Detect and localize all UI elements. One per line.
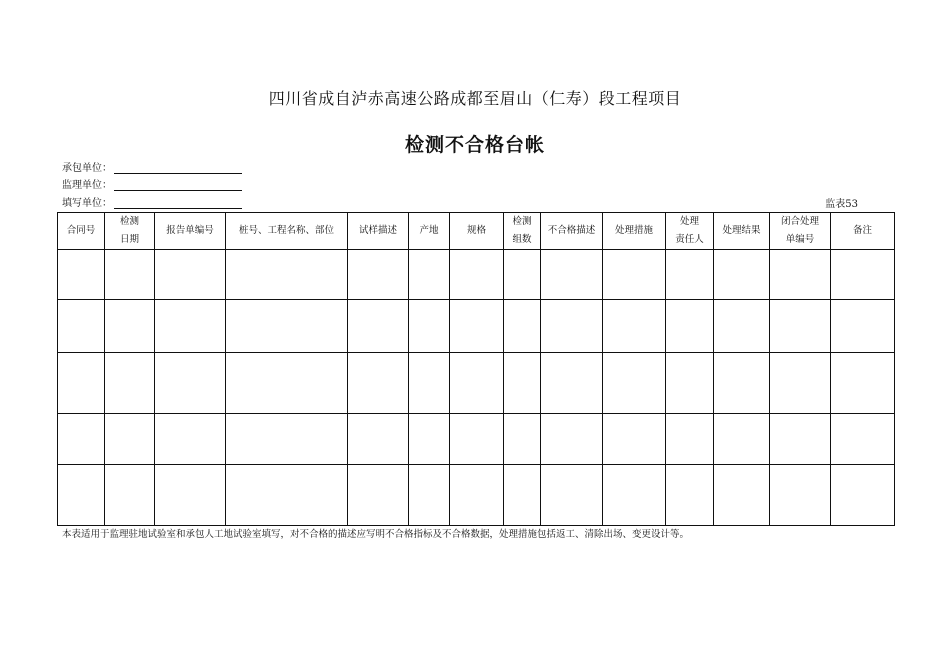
table-cell[interactable] xyxy=(450,465,504,526)
header-row xyxy=(58,213,895,250)
table-cell[interactable] xyxy=(603,300,666,353)
table-cell[interactable] xyxy=(226,300,348,353)
table-cell[interactable] xyxy=(226,465,348,526)
col-test-groups: 检测 组数 xyxy=(504,213,541,250)
supervisor-input-line[interactable] xyxy=(114,190,242,191)
table-cell[interactable] xyxy=(603,465,666,526)
col-spec: 规格 xyxy=(450,213,504,250)
table-cell[interactable] xyxy=(714,250,770,300)
col-report-no: 报告单编号 xyxy=(155,213,226,250)
table-cell[interactable] xyxy=(226,353,348,414)
table-row xyxy=(58,250,895,300)
filler-label: 填写单位： xyxy=(62,198,112,209)
table-cell[interactable] xyxy=(831,465,895,526)
nonconformance-ledger-table xyxy=(57,212,895,526)
table-cell[interactable] xyxy=(105,300,155,353)
table-cell[interactable] xyxy=(105,414,155,465)
table-cell[interactable] xyxy=(348,414,409,465)
filler-field[interactable] xyxy=(62,197,112,211)
table-cell[interactable] xyxy=(155,465,226,526)
table-cell[interactable] xyxy=(666,300,714,353)
table-cell[interactable] xyxy=(666,250,714,300)
table-cell[interactable] xyxy=(831,414,895,465)
table-cell[interactable] xyxy=(541,465,603,526)
table-cell[interactable] xyxy=(155,414,226,465)
table-cell[interactable] xyxy=(105,465,155,526)
col-station-name-part: 桩号、工程名称、部位 xyxy=(226,213,348,250)
table-cell[interactable] xyxy=(666,465,714,526)
table-cell[interactable] xyxy=(450,353,504,414)
table-cell[interactable] xyxy=(450,300,504,353)
table-cell[interactable] xyxy=(504,353,541,414)
table-cell[interactable] xyxy=(105,250,155,300)
table-cell[interactable] xyxy=(714,465,770,526)
table-cell[interactable] xyxy=(831,300,895,353)
table-cell[interactable] xyxy=(504,414,541,465)
project-title: 四川省成自泸赤高速公路成都至眉山（仁寿）段工程项目 xyxy=(268,89,682,108)
table-cell[interactable] xyxy=(58,353,105,414)
table-cell[interactable] xyxy=(831,250,895,300)
table-cell[interactable] xyxy=(714,300,770,353)
table-cell[interactable] xyxy=(155,353,226,414)
table-cell[interactable] xyxy=(409,353,450,414)
filler-input-line[interactable] xyxy=(114,208,242,209)
table-cell[interactable] xyxy=(348,250,409,300)
table-row xyxy=(58,300,895,353)
table-cell[interactable] xyxy=(155,300,226,353)
col-sample-desc: 试样描述 xyxy=(348,213,409,250)
table-cell[interactable] xyxy=(603,414,666,465)
table-cell[interactable] xyxy=(666,353,714,414)
table-cell[interactable] xyxy=(58,465,105,526)
table-cell[interactable] xyxy=(770,250,831,300)
table-cell[interactable] xyxy=(58,250,105,300)
table-cell[interactable] xyxy=(714,414,770,465)
form-title: 检测不合格台帐 xyxy=(404,134,545,156)
contractor-field[interactable] xyxy=(62,162,112,176)
col-closure-no: 闭合处理 单编号 xyxy=(770,213,831,250)
table-cell[interactable] xyxy=(541,414,603,465)
table-cell[interactable] xyxy=(155,250,226,300)
col-nonconformance-desc: 不合格描述 xyxy=(541,213,603,250)
table-cell[interactable] xyxy=(450,250,504,300)
table-cell[interactable] xyxy=(714,353,770,414)
table-cell[interactable] xyxy=(770,300,831,353)
table-cell[interactable] xyxy=(541,353,603,414)
supervisor-label: 监理单位： xyxy=(62,180,112,191)
col-responsible: 处理 责任人 xyxy=(666,213,714,250)
form-number: 监表53 xyxy=(825,199,858,210)
table-row xyxy=(58,353,895,414)
table-cell[interactable] xyxy=(504,465,541,526)
table-cell[interactable] xyxy=(831,353,895,414)
table-cell[interactable] xyxy=(541,300,603,353)
table-cell[interactable] xyxy=(541,250,603,300)
table-cell[interactable] xyxy=(770,414,831,465)
col-origin: 产地 xyxy=(409,213,450,250)
table-cell[interactable] xyxy=(226,250,348,300)
table-row xyxy=(58,465,895,526)
contractor-input-line[interactable] xyxy=(114,173,242,174)
col-result: 处理结果 xyxy=(714,213,770,250)
table-cell[interactable] xyxy=(348,465,409,526)
footnote: 本表适用于监理驻地试验室和承包人工地试验室填写，对不合格的描述应写明不合格指标及不合格数据，处理措施包括返工、清除出场、变更设计等。 xyxy=(62,529,690,540)
table-cell[interactable] xyxy=(409,300,450,353)
table-cell[interactable] xyxy=(226,414,348,465)
table-cell[interactable] xyxy=(58,414,105,465)
table-cell[interactable] xyxy=(348,300,409,353)
table-cell[interactable] xyxy=(105,353,155,414)
table-cell[interactable] xyxy=(603,250,666,300)
table-cell[interactable] xyxy=(409,414,450,465)
col-treatment: 处理措施 xyxy=(603,213,666,250)
table-cell[interactable] xyxy=(348,353,409,414)
table-cell[interactable] xyxy=(504,300,541,353)
col-test-date: 检测 日期 xyxy=(105,213,155,250)
table-cell[interactable] xyxy=(58,300,105,353)
col-contract-no: 合同号 xyxy=(58,213,105,250)
table-cell[interactable] xyxy=(409,465,450,526)
table-cell[interactable] xyxy=(504,250,541,300)
table-cell[interactable] xyxy=(666,414,714,465)
supervisor-field[interactable] xyxy=(62,179,112,193)
table-cell[interactable] xyxy=(409,250,450,300)
contractor-label: 承包单位： xyxy=(62,163,112,174)
table-cell[interactable] xyxy=(770,353,831,414)
table-row xyxy=(58,414,895,465)
table-cell[interactable] xyxy=(770,465,831,526)
table-cell[interactable] xyxy=(450,414,504,465)
col-remarks: 备注 xyxy=(831,213,895,250)
table-cell[interactable] xyxy=(603,353,666,414)
